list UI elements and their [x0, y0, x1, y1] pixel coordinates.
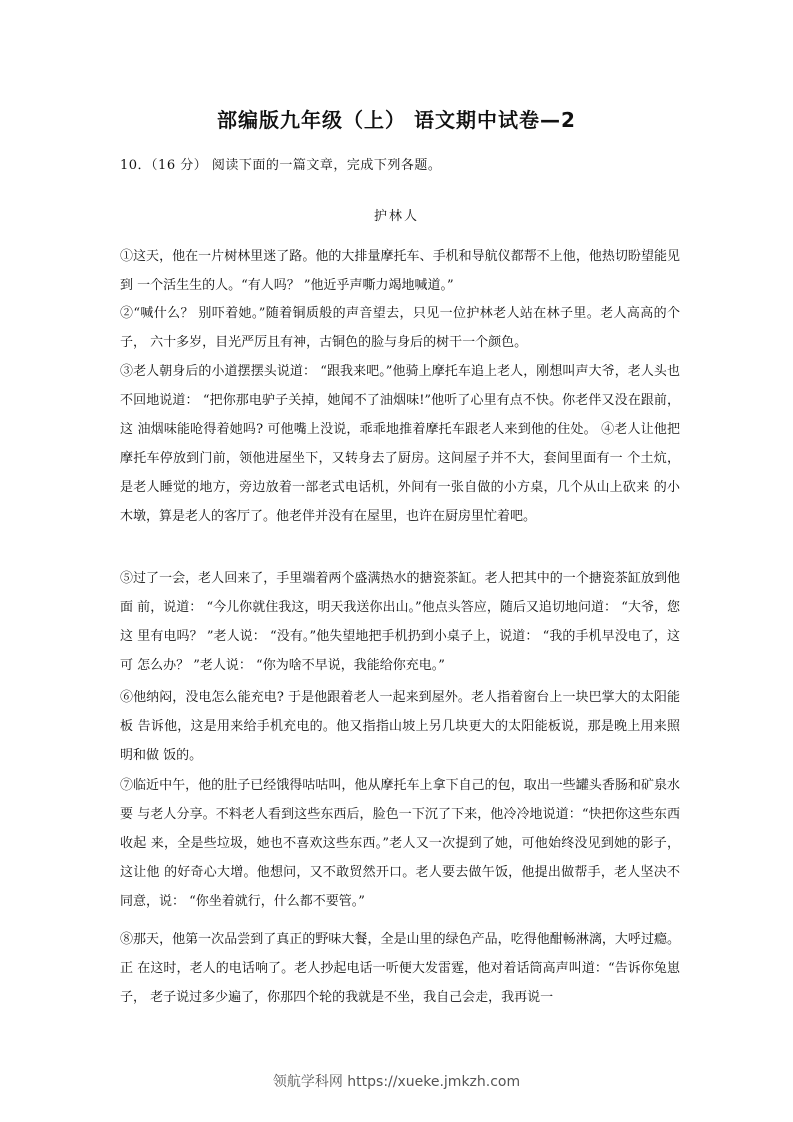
paragraph-6: ⑥他纳闷，没电怎么能充电? 于是他跟着老人一起来到屋外。老人指着窗台上一块巴掌大的太阳能板 告诉他，这是用来给手机充电的。他又指指山坡上另几块更大的太阳能板说，那是晚上用来照明和做 饭的。	[120, 690, 680, 763]
paragraph-2: ②“喊什么？ 别吓着她。”随着铜质般的声音望去，只见一位护林老人站在林子里。老人高高的个子， 六十多岁，目光严厉且有神，古铜色的脸与身后的树干一个颜色。	[120, 306, 680, 350]
paragraph-7: ⑦临近中午，他的肚子已经饿得咕咕叫，他从摩托车上拿下自己的包，取出一些罐头香肠和矿泉水要 与老人分享。不料老人看到这些东西后，脸色一下沉了下来，他冷冷地说道：“快把你这些东西收起 来，全是些垃圾，她也不喜欢这些东西。”老人又一次提到了她，可他始终没见到她的影子，这让他 的好奇心大增。他想问，又不敢贸然开口。老人要去做午饭，他提出做帮手，老人坚决不同意，说： “你坐着就行，什么都不要管。”	[120, 778, 680, 909]
article-title: 护林人	[373, 209, 419, 224]
paragraph-8: ⑧那天，他第一次品尝到了真正的野味大餐，全是山里的绿色产品，吃得他酣畅淋漓，大呼过瘾。正 在这时，老人的电话响了。老人抄起电话一听便大发雷霆，他对着话筒高声叫道：“告诉你兔崽子， 老子说过多少遍了，你那四个轮的我就是不坐，我自己会走，我再说一	[120, 932, 680, 1005]
watermark-footer: 领航学科网 https://xueke.jmkzh.com	[272, 1074, 521, 1090]
paragraph-5: ⑤过了一会，老人回来了，手里端着两个盛满热水的搪瓷茶缸。老人把其中的一个搪瓷茶缸放到他面 前，说道： “今儿你就住我这，明天我送你出山。”他点头答应，随后又追切地问道： “大爷，您这 里有电吗？ ”老人说： “没有。”他失望地把手机扔到小桌子上，说道： “我的手机早没电了，这可 怎么办？ ”老人说： “你为啥不早说，我能给你充电。”	[120, 571, 680, 673]
paragraph-1: ①这天，他在一片树林里迷了路。他的大排量摩托车、手机和导航仪都帮不上他，他热切盼望能见到 一个活生生的人。“有人吗？ ”他近乎声嘶力竭地喊道。”	[120, 249, 680, 293]
paragraph-3: ③老人朝身后的小道摆摆头说道： “跟我来吧。”他骑上摩托车追上老人，刚想叫声大爷，老人头也 不回地说道： “把你那电驴子关掉，她闻不了油烟味!”他听了心里有点不快。你老伴又没在跟前，这 油烟味能呛得着她吗? 可他嘴上没说，乖乖地推着摩托车跟老人来到他的住处。 ④老人让他把摩托车停放到门前，领他进屋坐下，又转身去了厨房。这间屋子并不大，套间里面有一 个土炕，是老人睡觉的地方，旁边放着一部老式电话机，外间有一张自做的小方桌，几个从山上砍来 的小木墩，算是老人的客厅了。他老伴并没有在屋里，也许在厨房里忙着吧。	[120, 364, 680, 524]
question-header: 10．（16 分） 阅读下面的一篇文章，完成下列各题。	[120, 158, 442, 173]
page-title: 部编版九年级（上） 语文期中试卷—2	[217, 108, 576, 132]
